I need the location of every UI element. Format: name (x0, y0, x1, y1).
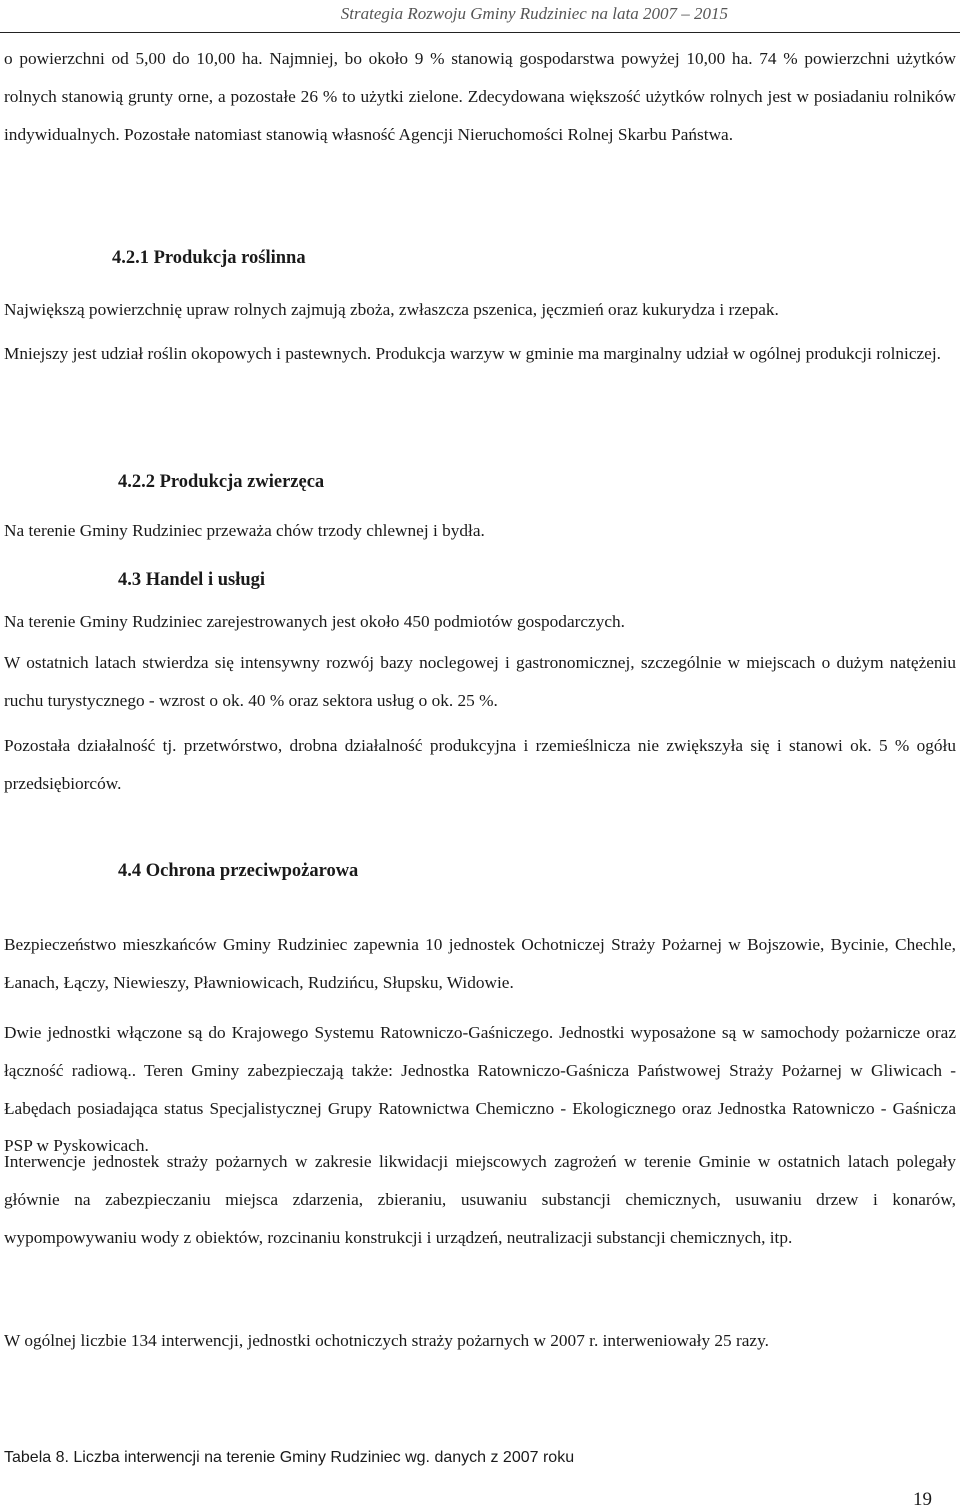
paragraph-root-crops: Mniejszy jest udział roślin okopowych i pastewnych. Produkcja warzyw w gminie ma marginalny udział w ogólnej produkcji rolniczej. (4, 344, 941, 363)
paragraph-land-use: o powierzchni od 5,00 do 10,00 ha. Najmniej, bo około 9 % stanowią gospodarstwa powyżej 10,00 ha. 74 % powierzchni użytków rolnych stanowią grunty orne, a pozostałe 26 % to użytki zielone. Zdecydowana większość użytków rolnych jest w posiadaniu rolników indywidualnych. Pozostałe natomiast stanowią własność Agencji Nieruchomości Rolnej Skarbu Państwa. (4, 49, 956, 144)
heading-animal-production: 4.2.2 Produkcja zwierzęca (118, 472, 325, 492)
paragraph-rescue-system: Dwie jednostki włączone są do Krajowego Systemu Ratowniczo-Gaśniczego. Jednostki wyposażone są w samochody pożarnicze oraz łączność radiową.. Teren Gminy zabezpieczają także: Jednostka Ratowniczo-Gaśnicza Państwowej Straży Pożarnej w Gliwicach - Łabędach posiadająca status Specjalistycznej Grupy Ratownictwa Chemiczno - Ekologicznego oraz Jednostka Ratowniczo - Gaśnicza PSP w Pyskowicach. (4, 1023, 956, 1156)
heading-plant-production: 4.2.1 Produkcja roślinna (112, 248, 306, 268)
running-header: Strategia Rozwoju Gminy Rudziniec na lata 2007 – 2015 (340, 4, 728, 23)
paragraph-other-activity: Pozostała działalność tj. przetwórstwo, drobna działalność produkcyjna i rzemieślnicza nie zwiększyła się i stanowi ok. 5 % ogółu przedsiębiorców. (4, 736, 956, 793)
heading-fire-protection: 4.4 Ochrona przeciwpożarowa (118, 861, 359, 881)
paragraph-businesses: Na terenie Gminy Rudziniec zarejestrowanych jest około 450 podmiotów gospodarczych. (4, 612, 625, 631)
paragraph-crops: Największą powierzchnię upraw rolnych zajmują zboża, zwłaszcza pszenica, jęczmień oraz kukurydza i rzepak. (4, 300, 779, 319)
paragraph-fire-brigades: Bezpieczeństwo mieszkańców Gminy Rudziniec zapewnia 10 jednostek Ochotniczej Straży Pożarnej w Bojszowie, Bycinie, Chechle, Łanach, Łączy, Niewieszy, Pławniowicach, Rudzińcu, Słupsku, Widowie. (4, 935, 956, 992)
paragraph-intervention-count: W ogólnej liczbie 134 interwencji, jednostki ochotniczych straży pożarnych w 2007 r. interweniowały 25 razy. (4, 1331, 769, 1350)
table-caption: Tabela 8. Liczba interwencji na terenie Gminy Rudziniec wg. danych z 2007 roku (4, 1449, 575, 1466)
heading-trade-services: 4.3 Handel i usługi (118, 570, 266, 590)
paragraph-livestock: Na terenie Gminy Rudziniec przeważa chów trzody chlewnej i bydła. (4, 521, 485, 540)
paragraph-tourism: W ostatnich latach stwierdza się intensywny rozwój bazy noclegowej i gastronomicznej, szczególnie w miejscach o dużym natężeniu ruchu turystycznego - wzrost o ok. 40 % oraz sektora usług o ok. 25 %. (4, 653, 956, 710)
paragraph-interventions: Interwencje jednostek straży pożarnych w zakresie likwidacji miejscowych zagrożeń w terenie Gminie w ostatnich latach polegały głównie na zabezpieczaniu miejsca zdarzenia, zbieraniu, usuwaniu substancji chemicznych, usuwaniu drzew i konarów, wypompowywaniu wody z obiektów, rozcinaniu konstrukcji i urządzeń, neutralizacji substancji chemicznych, itp. (4, 1152, 956, 1247)
page-number: 19 (913, 1489, 932, 1510)
header-rule (0, 32, 960, 33)
